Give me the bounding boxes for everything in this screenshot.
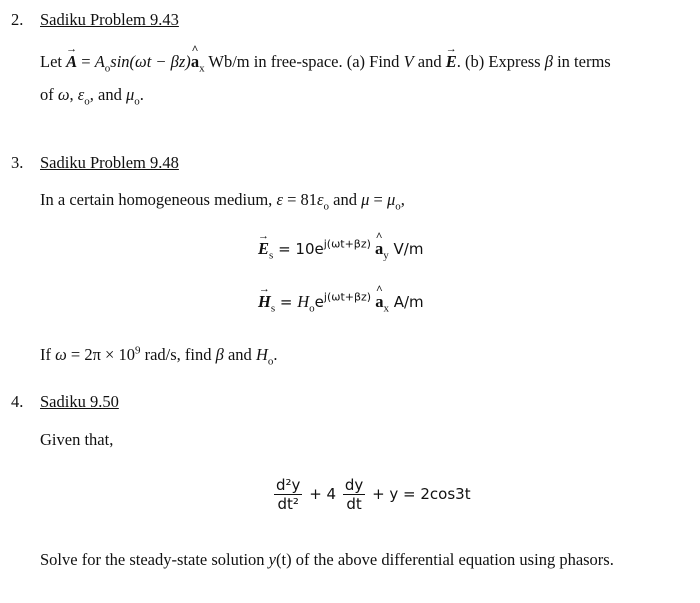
denominator-dt: dt — [346, 495, 362, 513]
units-text: Wb/m in free-space. (a) Find — [204, 52, 404, 71]
numerator-d2y: d²y — [276, 476, 301, 494]
text-in-terms: in terms — [552, 52, 611, 71]
sine-term: sin(ωt − βz) — [110, 52, 191, 71]
comma: , — [69, 85, 78, 104]
numerator-dy: dy — [344, 476, 364, 494]
exp-e: e — [314, 293, 324, 311]
H-units: A/m — [388, 293, 424, 311]
symbol-mu: μ — [126, 85, 135, 104]
problem-2-statement-line1 — [40, 52, 611, 75]
text-and: and — [413, 52, 446, 71]
ode-rhs: + y = 2cos3t — [372, 485, 471, 503]
symbol-omega: ω — [55, 345, 67, 364]
equation-E-field — [258, 237, 424, 262]
mu0-sub: o — [395, 200, 401, 213]
problem-2-number: 2. — [11, 10, 24, 29]
period: . — [273, 345, 278, 364]
symbol-mu0: μ — [386, 190, 396, 209]
equals: = — [275, 293, 298, 311]
symbol-y: y — [268, 550, 276, 569]
problem-4-title: Sadiku 9.50 — [40, 392, 119, 411]
plus-4: + 4 — [309, 485, 337, 503]
H-sub: s — [270, 302, 276, 315]
unit-vector-sub: x — [383, 302, 389, 315]
fraction-dy-dt — [343, 476, 365, 513]
symbol-omega: ω — [57, 85, 70, 104]
text-and: and — [329, 190, 362, 209]
text-express: . (b) Express — [456, 52, 545, 71]
solve-text: Solve for the steady-state solution — [40, 550, 269, 569]
E-units: V/m — [388, 240, 424, 258]
symbol-beta: β — [215, 345, 224, 364]
argument-t: (t) — [276, 550, 292, 569]
epsilon-sub: o — [84, 95, 90, 108]
E-sub: s — [269, 249, 274, 262]
symbol-V: V — [403, 52, 414, 71]
unit-vector-sub: x — [199, 62, 205, 75]
power-9: 9 — [134, 344, 141, 357]
vector-H: → H — [258, 292, 271, 312]
E-rhs: = 10e — [273, 240, 324, 258]
text-of: of — [40, 85, 58, 104]
H-exponent: j(ωt+βz) — [323, 290, 372, 304]
problem-4-number: 4. — [11, 392, 24, 411]
problem-4-given: Given that, — [40, 430, 114, 449]
symbol-epsilon: ε — [276, 190, 283, 209]
denominator-dt2: dt² — [277, 495, 299, 513]
problem-3-number: 3. — [11, 153, 24, 172]
unit-vector-a: ^ a — [375, 239, 383, 259]
text-let: Let — [40, 52, 62, 71]
text-find: rad/s, find — [140, 345, 216, 364]
E-exponent: j(ωt+βz) — [323, 237, 371, 251]
problem-4-instruction — [40, 550, 614, 570]
problem-3-intro — [40, 190, 405, 213]
vector-E: → E — [258, 239, 269, 259]
equation-H-field — [258, 290, 424, 315]
intro-text: In a certain homogeneous medium, — [40, 190, 277, 209]
equals-81: = 81 — [282, 190, 318, 209]
vector-E: → E — [446, 52, 457, 72]
text-and: , and — [89, 85, 126, 104]
solve-tail: of the above differential equation using phasors. — [291, 550, 614, 569]
H-sub: o — [267, 355, 274, 368]
vector-A: → A — [66, 52, 77, 72]
comma: , — [400, 190, 405, 209]
text-and: and — [223, 345, 256, 364]
equals: = — [369, 190, 387, 209]
problem-3-title: Sadiku Problem 9.48 — [40, 153, 179, 172]
amplitude-sub: o — [104, 62, 111, 75]
symbol-epsilon0: ε — [317, 190, 324, 209]
text-if: If — [40, 345, 56, 364]
mu-sub: o — [134, 95, 140, 108]
symbol-mu: μ — [361, 190, 370, 209]
problem-2-statement-line2 — [40, 85, 144, 108]
omega-value: = 2π × 10 — [66, 345, 135, 364]
unit-vector-a: ^ a — [191, 52, 199, 72]
unit-vector-sub: y — [383, 249, 389, 262]
differential-equation — [272, 476, 471, 513]
amplitude-H: H — [297, 292, 310, 311]
epsilon0-sub: o — [323, 200, 330, 213]
symbol-epsilon: ε — [77, 85, 85, 104]
amplitude-A: A — [94, 52, 105, 71]
problem-3-question — [40, 344, 278, 368]
problem-2-title: Sadiku Problem 9.43 — [40, 10, 179, 29]
symbol-beta: β — [544, 52, 553, 71]
symbol-H: H — [255, 345, 268, 364]
equals: = — [77, 52, 95, 71]
amplitude-sub: o — [309, 302, 315, 315]
fraction-d2y-dt2 — [274, 476, 302, 513]
period: . — [139, 85, 144, 104]
unit-vector-a: ^ a — [375, 292, 383, 312]
